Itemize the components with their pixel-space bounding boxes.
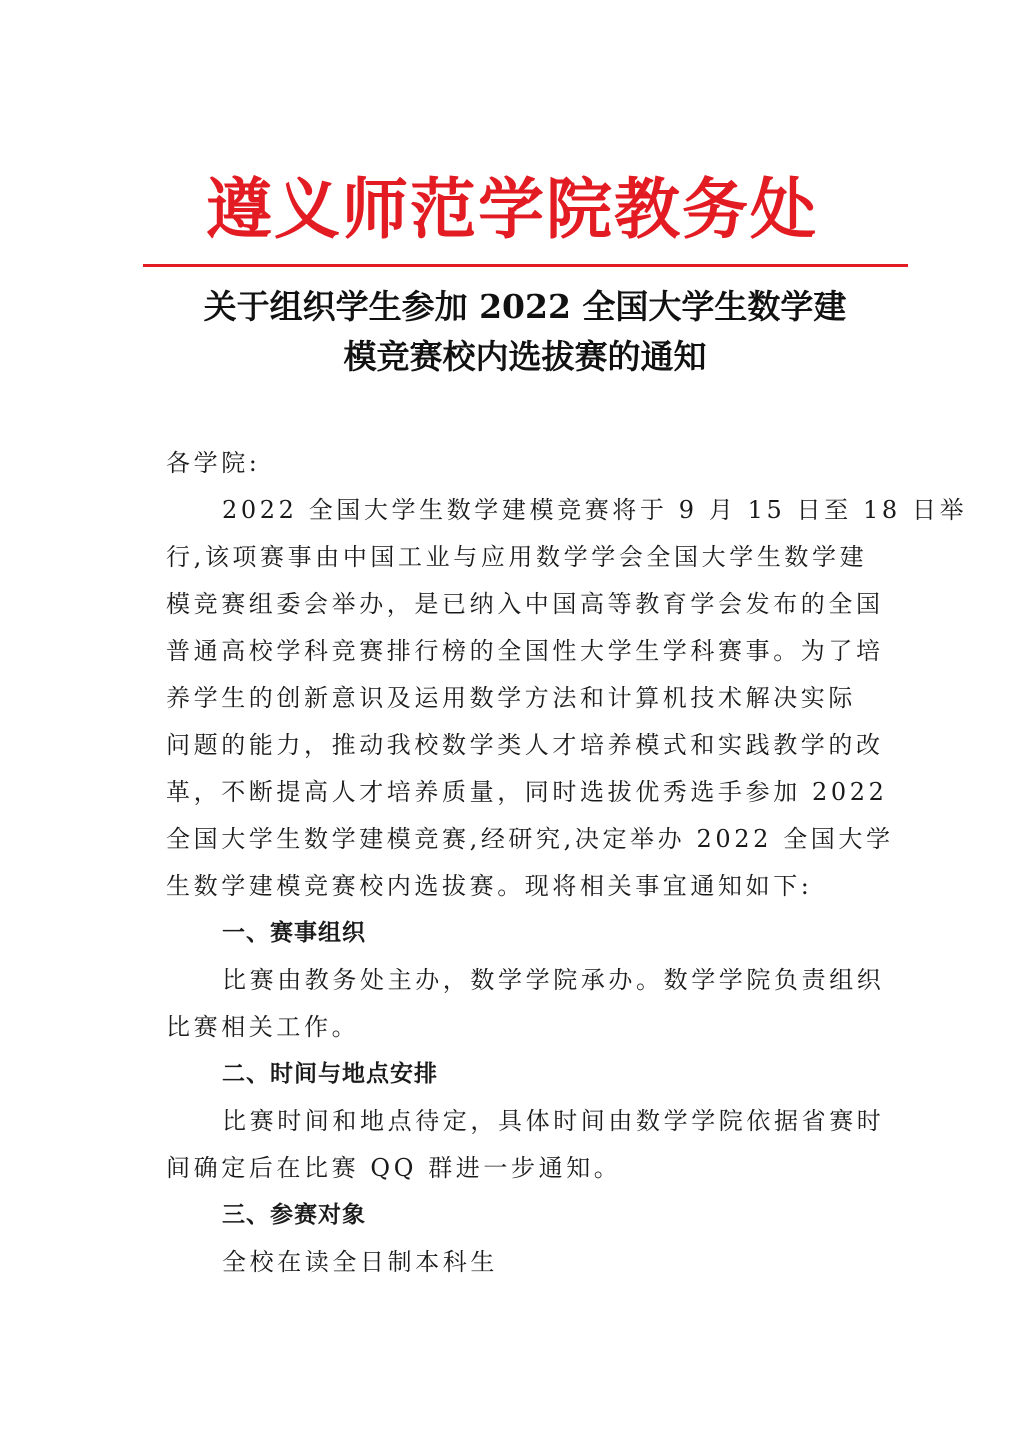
paragraph-line: 问题的能力，推动我校数学类人才培养模式和实践教学的改: [166, 731, 884, 759]
section-heading-organization: 一、赛事组织: [222, 920, 366, 946]
paragraph-line: 生数学建模竞赛校内选拔赛。现将相关事宜通知如下:: [166, 872, 813, 900]
section-heading-participants: 三、参赛对象: [222, 1202, 366, 1228]
paragraph-line: 比赛由教务处主办，数学学院承办。数学学院负责组织: [222, 966, 885, 994]
document-body: [166, 440, 968, 1286]
paragraph-line: 全校在读全日制本科生: [222, 1248, 498, 1276]
section-heading-time-location: 二、时间与地点安排: [222, 1061, 438, 1087]
paragraph-line: 模竞赛组委会举办，是已纳入中国高等教育学会发布的全国: [166, 590, 884, 618]
document-title: [140, 282, 910, 382]
paragraph-line: 养学生的创新意识及运用数学方法和计算机技术解决实际: [166, 684, 856, 712]
paragraph-line: 全国大学生数学建模竞赛,经研究,决定举办 2022 全国大学: [166, 825, 894, 853]
red-divider: [143, 264, 908, 267]
paragraph-line: 比赛时间和地点待定，具体时间由数学学院依据省赛时: [222, 1107, 885, 1135]
paragraph-line: 普通高校学科竞赛排行榜的全国性大学生学科赛事。为了培: [166, 637, 884, 665]
paragraph-line: 间确定后在比赛 QQ 群进一步通知。: [166, 1154, 622, 1182]
paragraph-line: 行,该项赛事由中国工业与应用数学学会全国大学生数学建: [166, 543, 868, 571]
paragraph-line: 2022 全国大学生数学建模竞赛将于 9 月 15 日至 18 日举: [222, 496, 968, 524]
paragraph-line: 比赛相关工作。: [166, 1013, 360, 1041]
salutation: 各学院:: [166, 449, 261, 477]
letterhead: 遵义师范学院教务处: [206, 171, 818, 248]
paragraph-line: 革，不断提高人才培养质量，同时选拔优秀选手参加 2022: [166, 778, 888, 806]
title-line-1: 关于组织学生参加 2022 全国大学生数学建: [203, 287, 847, 326]
title-line-2: 模竞赛校内选拔赛的通知: [343, 337, 707, 376]
